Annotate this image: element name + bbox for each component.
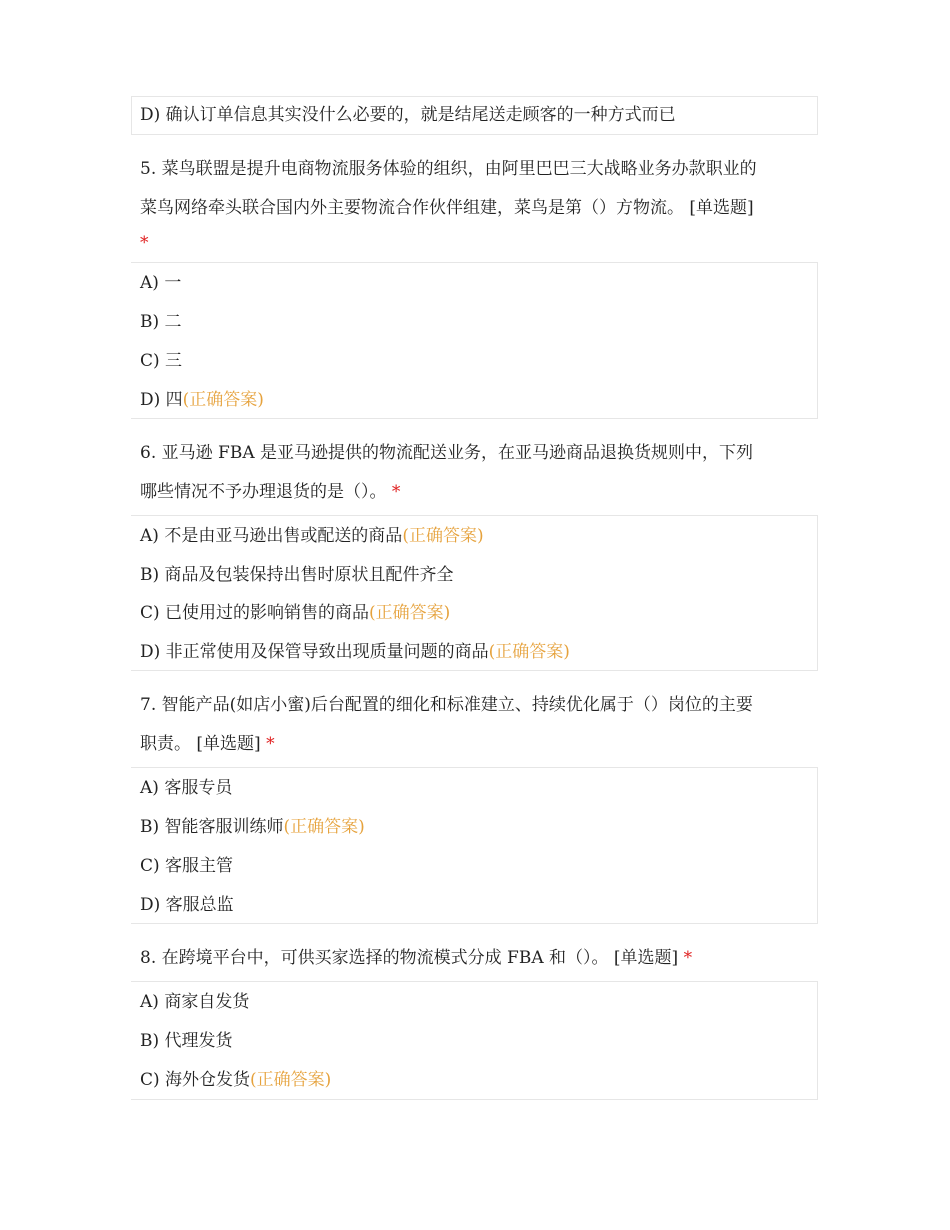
q8-option-b[interactable] (140, 1030, 233, 1052)
q7-question-line2 (140, 733, 275, 755)
q8-option-c[interactable] (140, 1069, 331, 1091)
q7-option-c-label: C) 客服主管 (140, 856, 234, 876)
q5-option-b[interactable] (140, 311, 182, 333)
q5-option-b-label: B) 二 (140, 312, 182, 332)
q6-option-c[interactable] (140, 602, 450, 624)
required-asterisk: * (391, 482, 401, 502)
q8-option-c-label: C) 海外仓发货 (140, 1070, 251, 1090)
q8-option-b-label: B) 代理发货 (140, 1031, 233, 1051)
q7-option-c[interactable] (140, 855, 233, 877)
q7-option-d-label: D) 客服总监 (140, 895, 234, 915)
q8-question-line1-text: 8. 在跨境平台中，可供买家选择的物流模式分成 FBA 和（）。 [单选题] (140, 948, 679, 968)
q5-option-a-label: A) 一 (140, 273, 182, 293)
q5-required-mark (140, 232, 149, 254)
q6-option-c-label: C) 已使用过的影响销售的商品 (140, 603, 370, 623)
q6-option-d-label: D) 非正常使用及保管导致出现质量问题的商品 (140, 642, 489, 662)
q6-question-line2 (140, 481, 400, 503)
correct-answer-tag: (正确答案) (250, 1070, 332, 1090)
q6-option-b-label: B) 商品及包装保持出售时原状且配件齐全 (140, 565, 454, 585)
q6-question-line2-text: 哪些情况不予办理退货的是（）。 (140, 482, 387, 502)
required-asterisk: * (266, 734, 275, 754)
q7-question-line2-text: 职责。 [单选题] (140, 734, 261, 754)
q8-option-a[interactable] (140, 991, 249, 1013)
q8-option-a-label: A) 商家自发货 (140, 992, 250, 1012)
q7-option-b[interactable] (140, 816, 365, 838)
q6-option-a-label: A) 不是由亚马逊出售或配送的商品 (140, 526, 403, 546)
q7-option-a[interactable] (140, 777, 232, 799)
q4-option-d-label: D) 确认订单信息其实没什么必要的，就是结尾送走顾客的一种方式而已 (140, 105, 676, 125)
q5-option-c-label: C) 三 (140, 351, 183, 371)
q5-option-c[interactable] (140, 350, 182, 372)
correct-answer-tag: (正确答案) (488, 642, 570, 662)
required-asterisk: * (683, 948, 693, 968)
correct-answer-tag: (正确答案) (182, 390, 264, 410)
q7-options-box (131, 767, 818, 924)
q4-option-d[interactable] (140, 104, 676, 126)
q5-option-d[interactable] (140, 389, 264, 411)
required-asterisk: * (140, 233, 149, 253)
correct-answer-tag: (正确答案) (369, 603, 451, 623)
q6-question-line1: 6. 亚马逊 FBA 是亚马逊提供的物流配送业务，在亚马逊商品退换货规则中，下列 (140, 443, 753, 463)
q7-option-d[interactable] (140, 894, 234, 916)
correct-answer-tag: (正确答案) (283, 817, 365, 837)
q7-option-b-label: B) 智能客服训练师 (140, 817, 284, 837)
q6-option-b[interactable] (140, 564, 454, 586)
q7-option-a-label: A) 客服专员 (140, 778, 233, 798)
q5-option-a[interactable] (140, 272, 181, 294)
q8-question-line1 (140, 947, 692, 969)
q6-option-d[interactable] (140, 641, 570, 663)
q5-option-d-label: D) 四 (140, 390, 183, 410)
q7-question-line1: 7. 智能产品(如店小蜜)后台配置的细化和标准建立、持续优化属于（）岗位的主要 (140, 695, 753, 715)
q5-question-line2: 菜鸟网络牵头联合国内外主要物流合作伙伴组建，菜鸟是第（）方物流。 [单选题] (140, 198, 754, 218)
correct-answer-tag: (正确答案) (402, 526, 484, 546)
q6-option-a[interactable] (140, 525, 484, 547)
q5-question-line1: 5. 菜鸟联盟是提升电商物流服务体验的组织，由阿里巴巴三大战略业务办款职业的 (140, 159, 757, 179)
